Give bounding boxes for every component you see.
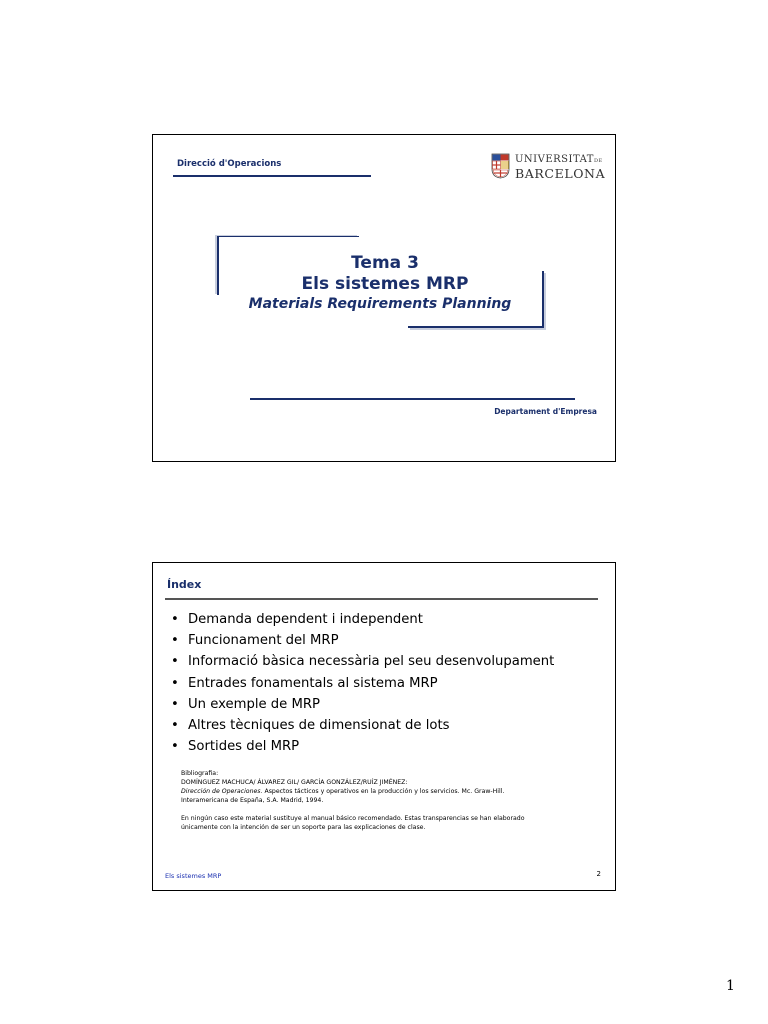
list-item: • Un exemple de MRP [171,694,554,715]
logo-line2: BARCELONA [515,166,606,181]
course-header: Direcció d'Operacions [177,159,282,169]
bibliography-publisher: Interamericana de España, S.A. Madrid, 1994. [181,797,324,804]
title-block [153,253,617,314]
title-slide [152,134,616,462]
list-item: • Entrades fonamentals al sistema MRP [171,673,554,694]
slide-number: 2 [596,870,601,878]
list-item: • Demanda dependent i independent [171,609,554,630]
bullet-icon: • [171,718,179,734]
bibliography-book: Dirección de Operaciones. Aspectos tácticos y operativos en la producción y los servicios. Mc. Graw-Hill. [181,788,505,795]
slide-title: Tema 3 [351,253,419,273]
logo-line1: UNIVERSITATDE [515,154,603,165]
index-list [171,609,554,757]
slide-footer: Els sistemes MRP [165,872,222,880]
bullet-icon: • [171,612,179,627]
university-logo [491,151,609,181]
page-number: 1 [726,978,735,994]
bullet-icon: • [171,654,179,670]
university-crest-icon [491,153,510,179]
disclaimer-line1: En ningún caso este material sustituye al manual básico recomendado. Estas transparencias se han elaborado [181,815,525,822]
list-item: • Sortides del MRP [171,736,554,757]
list-item: • Funcionament del MRP [171,630,554,651]
bibliography [181,769,601,832]
index-title: Índex [167,578,202,591]
footer-divider [250,398,575,400]
bullet-icon: • [171,675,179,691]
slide-title-topic: Els sistemes MRP [301,274,469,294]
list-item: • Altres tècniques de dimensionat de lots [171,715,554,736]
disclaimer-line2: únicamente con la intención de ser un soporte para las explicaciones de clase. [181,824,426,831]
department-footer: Departament d'Empresa [494,407,597,416]
bullet-icon: • [171,696,179,712]
bibliography-authors: DOMÍNGUEZ MACHUCA/ ÁLVAREZ GIL/ GARCÍA GONZÁLEZ/RUÍZ JIMÉNEZ: [181,779,408,786]
bullet-icon: • [171,633,179,649]
bullet-icon: • [171,739,179,755]
index-slide [152,562,616,891]
list-item: • Informació bàsica necessària pel seu desenvolupament [171,651,554,672]
title-divider [165,598,598,600]
bibliography-label: Bibliografia: [181,770,219,777]
slide-subtitle: Materials Requirements Planning [248,296,512,312]
header-divider [173,175,371,177]
